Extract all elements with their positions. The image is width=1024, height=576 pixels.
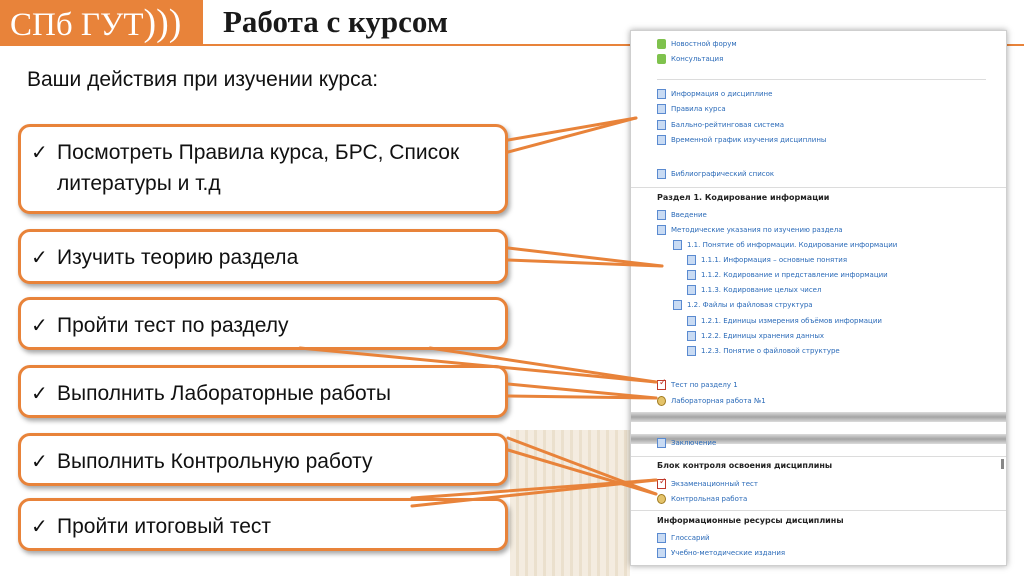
action-box-final-test [18,498,508,551]
course-item[interactable] [673,300,813,310]
check-icon: ✓ [31,245,48,269]
course-item-label: 1.1.2. Кодирование и представление информации [701,271,888,279]
course-item[interactable] [687,331,824,341]
course-item-label: 1.1.1. Информация – основные понятия [701,256,848,264]
divider [631,510,1006,511]
subtitle: Ваши действия при изучении курса: [27,68,379,91]
page-icon [657,438,666,448]
course-item-label: 1.2.2. Единицы хранения данных [701,332,824,340]
page-icon [657,104,666,114]
check-icon: ✓ [31,514,48,538]
course-item-label: Библиографический список [671,170,775,178]
action-text: Пройти тест по разделу [57,314,289,337]
course-item-label: Лабораторная работа №1 [671,397,766,405]
action-box-control-work [18,433,508,486]
course-item-label: Методические указания по изучению раздела [671,226,843,234]
scrollbar[interactable] [1001,459,1004,469]
page-icon [687,346,696,356]
course-item[interactable] [687,316,882,326]
forum-icon [657,39,666,49]
course-screenshot-panel [630,30,1007,566]
check-icon: ✓ [31,313,48,337]
page-icon [657,135,666,145]
course-item[interactable] [687,270,888,280]
course-item[interactable] [657,54,723,64]
check-icon: ✓ [31,449,48,473]
course-item[interactable] [657,494,747,504]
check-icon: ✓ [31,140,48,164]
course-item[interactable] [657,533,710,543]
page-icon [657,120,666,130]
course-item-label: Контрольная работа [671,495,748,503]
course-item-label: 1.2. Файлы и файловая структура [687,301,813,309]
connector-line [508,118,636,152]
course-item-label: 1.2.3. Понятие о файловой структуре [701,347,840,355]
course-item-label: Балльно-рейтинговая система [671,121,785,129]
course-item[interactable] [687,346,840,356]
action-box-theory [18,229,508,284]
course-item[interactable] [687,285,821,295]
page-title: Работа с курсом [223,4,448,39]
page-icon [687,285,696,295]
section-title: Блок контроля освоения дисциплины [657,461,833,470]
action-box-labs [18,365,508,418]
course-item[interactable] [657,548,785,558]
course-item[interactable] [657,225,842,235]
course-item-label: Временной график изучения дисциплины [671,136,827,144]
logo-text: СПб ГУТ [10,7,144,43]
page-icon [673,300,682,310]
course-item[interactable] [657,479,758,489]
page-icon [657,225,666,235]
divider [657,79,986,80]
page-icon [687,331,696,341]
course-item[interactable] [657,380,738,390]
course-item-label: Введение [671,211,707,219]
course-item[interactable] [657,135,826,145]
course-item[interactable] [687,255,847,265]
course-item-label: Информация о дисциплине [671,90,773,98]
course-item-label: Правила курса [671,105,726,113]
action-box-rules [18,124,508,214]
action-text: Выполнить Контрольную работу [57,450,373,473]
course-item-label: Новостной форум [671,40,737,48]
forum-icon [657,54,666,64]
course-item-label: Тест по разделу 1 [671,381,738,389]
divider [631,187,1006,188]
action-text: Пройти итоговый тест [57,515,272,538]
course-item-label: 1.1. Понятие об информации. Кодирование информации [687,241,898,249]
logo-parens: ))) [143,2,182,44]
course-item-label: Глоссарий [671,534,710,542]
course-item-label: Заключение [671,439,717,447]
page-icon [687,316,696,326]
course-item[interactable] [673,240,897,250]
page-icon [657,548,666,558]
background-building-image [510,430,630,576]
action-text: Выполнить Лабораторные работы [57,382,391,405]
quiz-icon [657,479,666,489]
page-icon [657,89,666,99]
assignment-icon [657,494,666,504]
action-box-section-test [18,297,508,350]
course-item[interactable] [657,89,772,99]
course-item[interactable] [657,396,766,406]
torn-edge [631,412,1006,422]
course-item-label: 1.1.3. Кодирование целых чисел [701,286,822,294]
course-item[interactable] [657,39,737,49]
course-item[interactable] [657,210,707,220]
course-item-label: Консультация [671,55,724,63]
course-item-label: 1.2.1. Единицы измерения объёмов информации [701,317,882,325]
course-item[interactable] [657,438,716,448]
section-title: Раздел 1. Кодирование информации [657,193,830,202]
logo [0,0,203,46]
course-item[interactable] [657,120,784,130]
page-icon [657,210,666,220]
assignment-icon [657,396,666,406]
course-item[interactable] [657,104,726,114]
action-text: Посмотреть Правила курса, БРС, Список литературы и т.д [57,141,460,195]
section-title: Информационные ресурсы дисциплины [657,516,844,525]
check-icon: ✓ [31,381,48,405]
divider [631,456,1006,457]
page-icon [687,255,696,265]
page-icon [657,533,666,543]
page-icon [657,169,666,179]
quiz-icon [657,380,666,390]
course-item[interactable] [657,169,774,179]
page-icon [687,270,696,280]
course-item-label: Учебно-методические издания [671,549,786,557]
page-icon [673,240,682,250]
action-text: Изучить теорию раздела [57,246,299,269]
connector-line [508,118,636,140]
course-item-label: Экзаменационный тест [671,480,758,488]
